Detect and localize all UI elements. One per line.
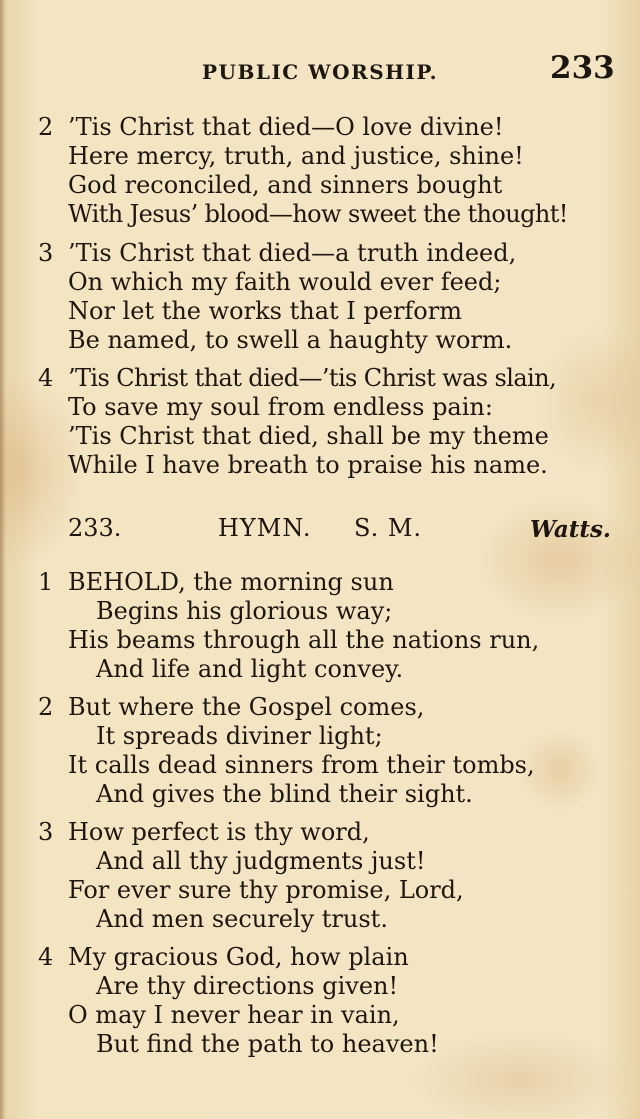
verse-text: It calls dead sinners from their tombs, — [68, 751, 535, 779]
verse-text: BEHOLD, the morning sun — [68, 568, 394, 596]
page-number: 233 — [550, 50, 615, 86]
verse-text: ’Tis Christ that died—a truth indeed, — [68, 239, 517, 267]
hymn-author: Watts. — [530, 516, 611, 543]
verse-text: On which my faith would ever feed; — [68, 268, 502, 296]
verse-text: ’Tis Christ that died, shall be my theme — [68, 422, 549, 450]
verse-text: And life and light convey. — [96, 655, 404, 683]
verse-text: Be named, to swell a haughty worm. — [68, 326, 513, 354]
verse-text: His beams through all the nations run, — [68, 626, 540, 654]
verse-text: To save my soul from endless pain: — [68, 393, 493, 421]
verse-text: But where the Gospel comes, — [68, 693, 425, 721]
verse-text: My gracious God, how plain — [68, 943, 409, 971]
verse-text: ’Tis Christ that died—’tis Christ was slain, — [68, 364, 557, 392]
verse-text: Nor let the works that I perform — [68, 297, 462, 325]
running-header — [0, 50, 640, 90]
stanza-number: 3 — [38, 239, 54, 267]
hymn-number: 233. — [68, 514, 122, 542]
verse-text: Here mercy, truth, and justice, shine! — [68, 142, 524, 170]
verse-text: Begins his glorious way; — [96, 597, 393, 625]
verse-text: Are thy directions given! — [96, 972, 399, 1000]
hymn-heading — [0, 514, 640, 548]
stanza-number: 4 — [38, 943, 54, 971]
running-title: PUBLIC WORSHIP. — [202, 60, 439, 84]
verse-text: But find the path to heaven! — [96, 1030, 439, 1058]
hymn-title: HYMN. — [218, 514, 312, 542]
verse-text: And all thy judgments just! — [96, 847, 426, 875]
hymn-meter: S. M. — [354, 514, 423, 542]
stanza-number: 2 — [38, 693, 54, 721]
stanza-number: 2 — [38, 113, 54, 141]
verse-text: ’Tis Christ that died—O love divine! — [68, 113, 504, 141]
verse-text: God reconciled, and sinners bought — [68, 171, 503, 199]
verse-text: With Jesus’ blood—how sweet the thought! — [68, 200, 568, 228]
verse-text: It spreads diviner light; — [96, 722, 383, 750]
verse-text: For ever sure thy promise, Lord, — [68, 876, 464, 904]
stanza-number: 1 — [38, 568, 54, 596]
verse-text: How perfect is thy word, — [68, 818, 370, 846]
stanza-number: 4 — [38, 364, 54, 392]
verse-text: And gives the blind their sight. — [96, 780, 473, 808]
verse-text: O may I never hear in vain, — [68, 1001, 400, 1029]
verse-text: And men securely trust. — [96, 905, 388, 933]
stanza-number: 3 — [38, 818, 54, 846]
page-edge — [0, 0, 6, 1119]
verse-text: While I have breath to praise his name. — [68, 451, 548, 479]
